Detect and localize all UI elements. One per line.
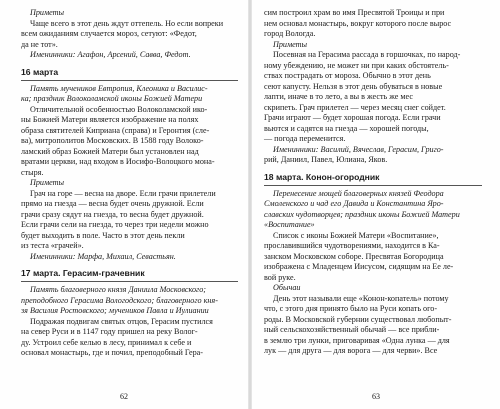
text-line: на север Руси и в 1147 году пришел на реку Волог- [21,327,198,336]
text-line: в землю три лунки, приговаривая «Одна лунка — для [264,335,450,345]
text-line: Отличительной особенностью Волоколамской ико- [30,104,208,114]
text-line: скрипеть. Грач прилетел — через месяц снег сойдет. [264,102,446,112]
text-line: Подражая подвигам святых отцов, Герасим пустился [30,316,213,326]
left-page [0,0,248,409]
text-line: лук — для друга — для ворога — для черви». Все [264,346,438,355]
text-line: всем ожиданиям случается мороз, сетуют: «Федот, [21,29,197,38]
text-line: День этот называли еще «Конон-копатель» потому [273,293,449,303]
text-line: Чаще всего в этот день ждут оттепель. Но если вопреки [30,18,224,28]
text-line: ва), митрополитов Московских. В 1588 году Волоко- [21,136,204,145]
text-line: ка; праздник Волоколамской иконы Божией Матери [21,94,203,103]
text-line: стыря. [21,167,44,177]
title-rule [264,185,482,186]
text-line: город Вологда. [264,29,316,38]
text-line: Память благоверного князя Даниила Московского; [30,285,206,294]
spacer [21,262,238,265]
text-line: Смоленского и чад его Давида и Константина Яро- [264,199,444,208]
text-line: ствах пострадать от мороза. Обычно в этот день [264,71,431,80]
text-line: зя Василия Ростовского; мучеников Павла и Иулиании [21,306,209,315]
section-title: 16 марта [21,66,59,77]
text-line: преподобного Герасима Вологодского; благоверного кня- [21,295,218,305]
text-line: Грачи играют — будет хорошая погода. Если грачи [264,113,441,122]
text-line: Приметы [273,39,308,49]
text-line: занском Московском соборе. Пресвятая Богородица [264,251,444,261]
spacer [264,166,482,169]
text-line: прямо на гнезда — весна будет очень дружной. Если [21,199,204,208]
text-line: вой руке. [264,272,296,282]
text-line: ный сельскохозяйственный обычай — все прибли- [264,325,440,334]
text-line: Если грачи сели на гнезда, то через три недели можно [21,220,209,229]
page-number-left: 62 [120,392,128,401]
text-line: да не тот». [21,39,58,49]
text-line: образа святителей Киприана (справа) и Геронтия (сле- [21,125,210,135]
text-line: ны Божией Матери является изображение на полях [21,115,199,124]
text-line: Приметы [30,178,65,187]
text-line: Список с иконы Божией Матери «Воспитание», [273,230,439,240]
text-line: Приметы [30,8,65,17]
text-line: Обычаи [273,283,301,292]
section-title: 17 марта. Герасим-грачевник [21,268,145,278]
text-line: Именинники: Василий, Вячеслав, Герасим, Григо- [273,144,444,154]
text-line: сим построил храм во имя Пресвятой Троицы и при [264,8,445,17]
text-line: вратами церкви, над входом в Иосифо-Волоцкого мона- [21,157,215,166]
text-line: Память мучеников Евтропия, Клеоника и Василис- [30,83,208,93]
text-line: Именинники: Агафон, Арсений, Савва, Федот. [30,50,191,59]
spacer [21,61,238,64]
text-line: Грач на горе — весна на дворе. Если грачи прилетели [30,188,216,198]
left-page-text [21,8,238,359]
text-line: лапти, иначе в то лето, а вы в жесть же мес [264,92,413,101]
title-rule [21,80,238,81]
text-line: грачи сразу сядут на гнезда, то весна будет дружной. [21,209,204,219]
text-line: Именинники: Марфа, Михаил, Севастьян. [30,251,176,261]
title-rule [21,281,238,282]
text-line: нем основал монастырь, вокруг которого после вырос [264,18,452,28]
page-number-right: 63 [372,392,380,401]
text-line: Посевная на Герасима рассада в горшочках, по народ- [273,50,461,59]
right-page-text [264,8,482,357]
text-line: будет выходить в поле. Часто в этот день пекли [21,230,185,240]
text-line: прославившийся чудотворениями, находится в Ка- [264,241,440,250]
text-line: роды. В Московской губернии существовал любопыт- [264,314,452,324]
text-line: вьются и садятся на гнезда — хорошей погоды, [264,123,429,133]
right-page [252,0,500,409]
text-line: сеют капусту. Нельзя в этот день обуваться в новые [264,81,443,91]
text-line: ду. Устроил себе келью в лесу, принимал к себе и [21,337,192,347]
text-line: славских чудотворцев; праздник иконы Божией Матери [264,209,460,219]
text-line: рий, Даниил, Павел, Юлиана, Яков. [264,155,388,164]
text-line: изображена с Младенцем Иисусом, сидящим на Ее ле- [264,262,454,271]
text-line: ламский образ Божией Матери был установлен над [21,146,199,156]
text-line: что, с этого дня принято было на Руси копать ого- [264,304,438,313]
text-line: «Воспитание» [264,220,315,229]
text-line: ному убеждению, не может ни при каких обстоятель- [264,60,449,70]
text-line: из теста «грачей». [21,241,84,250]
section-title: 18 марта. Конон-огородник [264,171,380,182]
text-line: Перенесение мощей благоверных князей Феодора [273,188,444,198]
text-line: основал монастырь, где и почил, преподобный Гера- [21,348,203,357]
text-line: — погода переменится. [264,134,346,143]
